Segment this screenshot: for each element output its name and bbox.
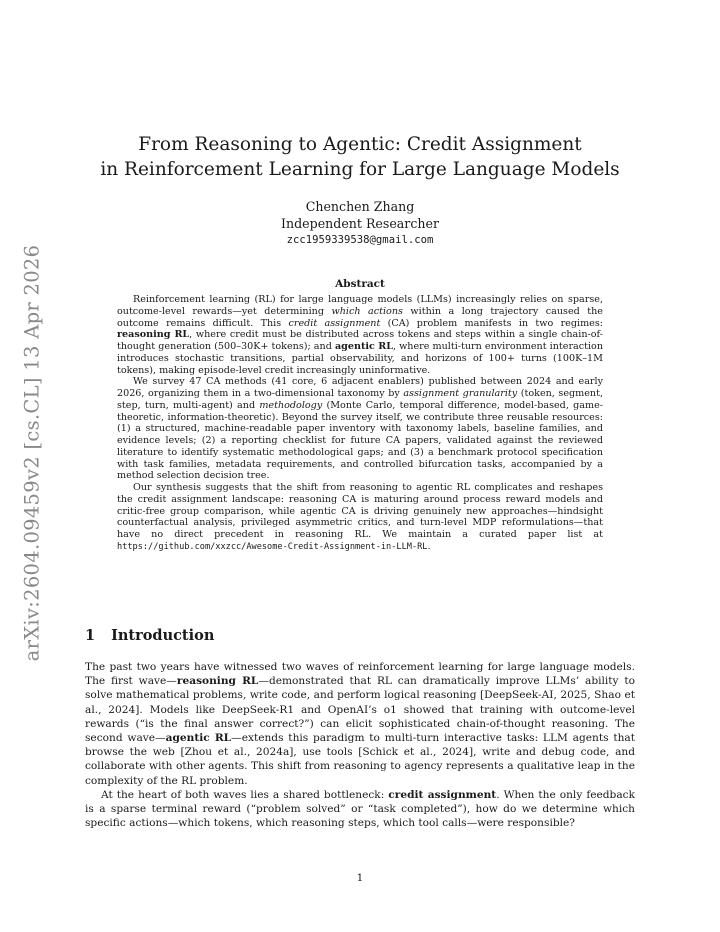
page-number: 1 (356, 872, 364, 884)
paper-title (100, 132, 620, 182)
abstract-text: Our synthesis suggests that the shift from reasoning to agentic RL complicates and reshapes the credit assignment landscape: reasoning CA is maturing around process reward models and critic-free group comparison, while agentic CA is driving genuinely new approaches—hindsight counterfactual analysis, privileged asymmetric critics, and turn-level MDP reformulations—that have no direct precedent in reasoning RL. We maintain a curated paper list at (117, 482, 603, 540)
abstract-text: , where multi-turn environment interaction introduces stochastic transitions, partial observability, and horizons of 100+ turns (100K–1M tokens), making episode-level credit increasingly uninformative. (117, 341, 603, 376)
abstract (117, 294, 603, 554)
abstract-emphasis: assignment granularity (403, 388, 518, 399)
section-number: 1 (85, 627, 96, 644)
body-strong: reasoning RL (176, 675, 259, 688)
author-block (160, 198, 560, 249)
abstract-text: Reinforcement learning (RL) for large language models (LLMs) increasingly relies on sparse, outcome-level rewards—yet determining (117, 294, 603, 317)
arxiv-identifier[interactable]: arXiv:2604.09459v2 [cs.CL] 13 Apr 2026 (20, 244, 44, 662)
abstract-heading: Abstract (335, 278, 385, 290)
intro-paragraph-2 (85, 788, 635, 831)
abstract-emphasis: which actions (331, 305, 403, 317)
body-text: . When the only feedback is a sparse terminal reward (“problem solved” or “task completed”), how do we determine which specific actions—which tokens, which reasoning steps, which tool calls—were responsible? (85, 788, 636, 830)
body-text: —demonstrated that RL can dramatically improve LLMs’ ability to solve mathematical problems, write code, and perform logical reasoning [DeepSeek-AI, 2025, Shao et al., 2024]. Models like DeepSeek-R1 and OpenAI’s o1 showed that training with outcome-level rewards (“is the final answer correct?”) can elicit sophisticated chain-of-thought reasoning. The second wave— (85, 675, 635, 745)
introduction-body (85, 660, 635, 830)
author-email[interactable]: zcc1959339538@gmail.com (286, 234, 434, 246)
abstract-text: . (427, 540, 431, 552)
body-text: At the heart of both waves lies a shared bottleneck: (101, 788, 389, 801)
intro-paragraph-1 (85, 660, 635, 788)
section-title: Introduction (111, 627, 215, 644)
title-line-1: From Reasoning to Agentic: Credit Assignment (138, 134, 582, 155)
abstract-text: We survey 47 CA methods (41 core, 6 adjacent enablers) published between 2024 and early 2026, organizing them in a two-dimensional taxonomy by (117, 376, 603, 399)
arxiv-sidebar (20, 244, 44, 662)
abstract-strong: agentic RL (334, 341, 393, 352)
repository-link[interactable]: https://github.com/xxzcc/Awesome-Credit-Assignment-in-LLM-RL (117, 541, 428, 552)
abstract-paragraph-3 (117, 482, 603, 554)
abstract-text: (CA) problem manifests in two regimes: (380, 317, 604, 329)
abstract-paragraph-2 (117, 376, 603, 482)
body-strong: credit assignment (388, 788, 497, 801)
title-line-2: in Reinforcement Learning for Large Language Models (100, 159, 620, 180)
body-text: —extends this paradigm to multi-turn interactive tasks: LLM agents that browse the web [Zhou et al., 2024a], use tools [Schick et al., 2024], write and debug code, and collaborate with other agents. This shift from reasoning to agency represents a qualitative leap in the complexity of the RL problem. (85, 732, 635, 787)
abstract-strong: reasoning RL (117, 329, 190, 341)
body-text: The past two years have witnessed two waves of reinforcement learning for large language models. The first wave— (85, 661, 635, 688)
author-name: Chenchen Zhang (305, 199, 415, 214)
abstract-paragraph-1 (117, 294, 603, 376)
abstract-text: (token, segment, step, turn, multi-agent) and (117, 388, 604, 411)
abstract-emphasis: methodology (259, 399, 323, 411)
abstract-emphasis: credit assignment (288, 317, 381, 329)
abstract-text: , where credit must be distributed across tokens and steps within a single chain-of-thought generation (500–30K+ tokens); and (117, 329, 603, 352)
body-strong: agentic RL (165, 732, 232, 745)
author-affiliation: Independent Researcher (281, 216, 439, 231)
section-heading (85, 627, 214, 644)
abstract-text: within a long trajectory caused the outcome remains difficult. This (117, 305, 603, 329)
abstract-text: (Monte Carlo, temporal difference, model-based, game-theoretic, information-theoretic). Beyond the survey itself, we contribute three reusable resources: (1) a structured, machine-readable paper inventory with taxonomy labels, baseline families, and evidence levels; (2) a reporting checklist for future CA papers, validated against the reviewed literature to identify systematic methodological gaps; and (3) a benchmark protocol specification with task families, metadata requirements, and controlled bifurcation tasks, accompanied by a method selection decision tree. (117, 399, 603, 482)
